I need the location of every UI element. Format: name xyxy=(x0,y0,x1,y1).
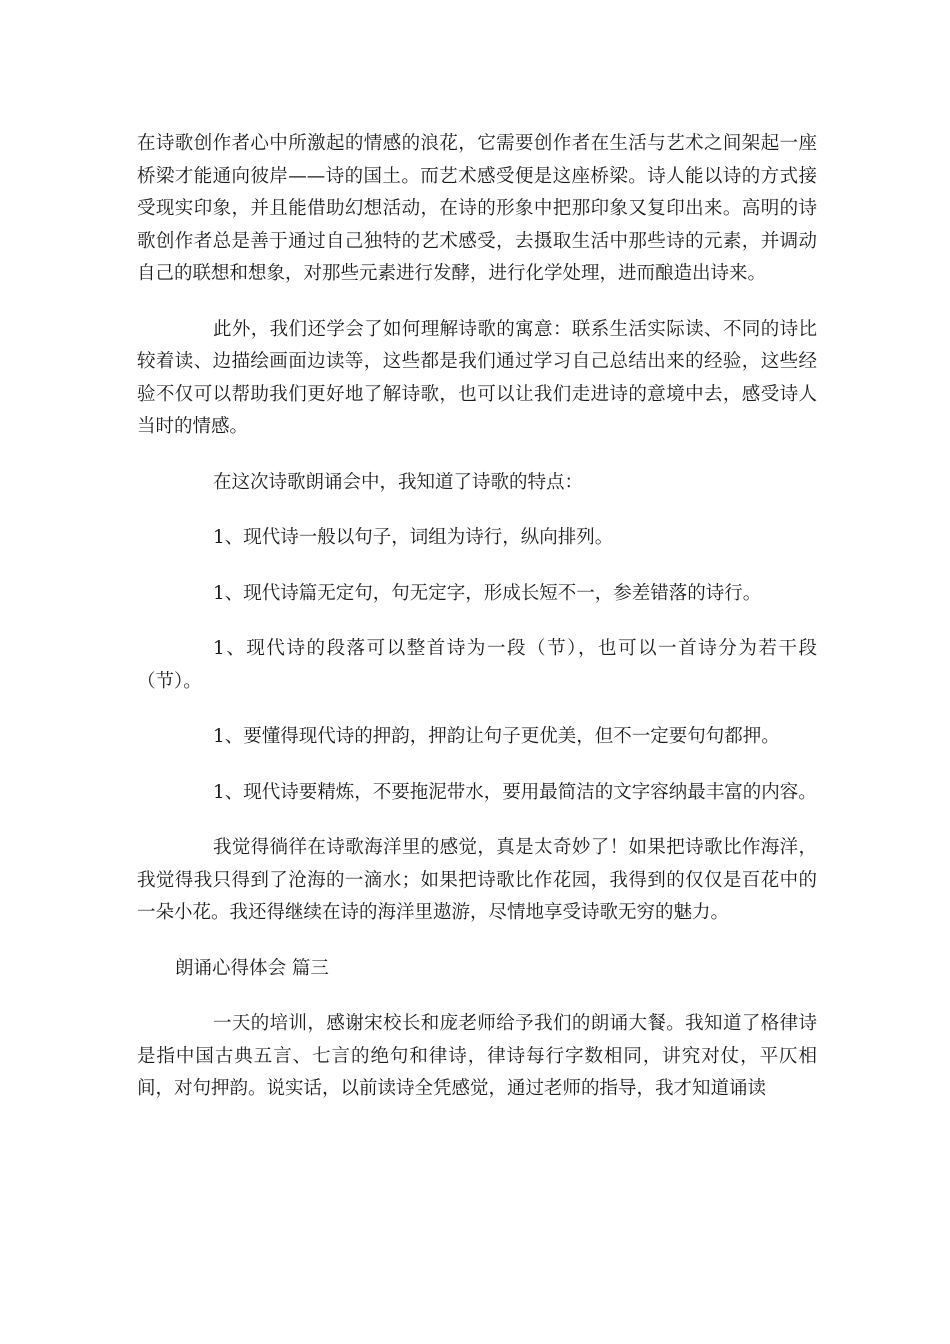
paragraph-reflection: 我觉得徜徉在诗歌海洋里的感觉，真是太奇妙了！如果把诗歌比作海洋，我觉得我只得到了沧海的一滴水；如果把诗歌比作花园，我得到的仅仅是百花中的一朵小花。我还得继续在诗的海洋里遨游，尽情地享受诗歌无穷的魅力。 xyxy=(137,837,817,923)
list-item-feature: 1、现代诗篇无定句，句无定字，形成长短不一，参差错落的诗行。 xyxy=(213,582,762,604)
paragraph-art-perception: 在诗歌创作者心中所激起的情感的浪花，它需要创作者在生活与艺术之间架起一座桥梁才能通向彼岸——诗的国土。而艺术感受便是这座桥梁。诗人能以诗的方式接受现实印象，并且能借助幻想活动，在诗的形象中把那印象又复印出来。高明的诗歌创作者总是善于通过自己独特的艺术感受，去摄取生活中那些诗的元素，并调动自己的联想和想象，对那些元素进行发酵，进行化学处理，进而酿造出诗来。 xyxy=(137,133,817,284)
list-item-feature: 1、要懂得现代诗的押韵，押韵让句子更优美，但不一定要句句都押。 xyxy=(213,726,780,747)
paragraph-features-intro: 在这次诗歌朗诵会中，我知道了诗歌的特点： xyxy=(213,471,584,493)
document-body xyxy=(137,128,817,1129)
paragraph-poem-meaning: 此外，我们还学会了如何理解诗歌的寓意：联系生活实际读、不同的诗比较着读、边描绘画面边读等，这些都是我们通过学习自己总结出来的经验，这些经验不仅可以帮助我们更好地了解诗歌，也可以让我们走进诗的意境中去，感受诗人当时的情感。 xyxy=(137,318,817,437)
list-item-feature: 1、现代诗一般以句子，词组为诗行，纵向排列。 xyxy=(213,527,614,548)
list-item-feature: 1、现代诗要精炼，不要拖泥带水，要用最简洁的文字容纳最丰富的内容。 xyxy=(213,781,817,803)
list-item-feature: 1、现代诗的段落可以整首诗为一段（节），也可以一首诗分为若干段（节）。 xyxy=(137,638,817,692)
section-heading: 朗诵心得体会 篇三 xyxy=(175,957,329,979)
paragraph-training: 一天的培训，感谢宋校长和庞老师给予我们的朗诵大餐。我知道了格律诗是指中国古典五言、七言的绝句和律诗，律诗每行字数相同，讲究对仗，平仄相间，对句押韵。说实话，以前读诗全凭感觉，通过老师的指导，我才知道诵读 xyxy=(137,1013,817,1099)
